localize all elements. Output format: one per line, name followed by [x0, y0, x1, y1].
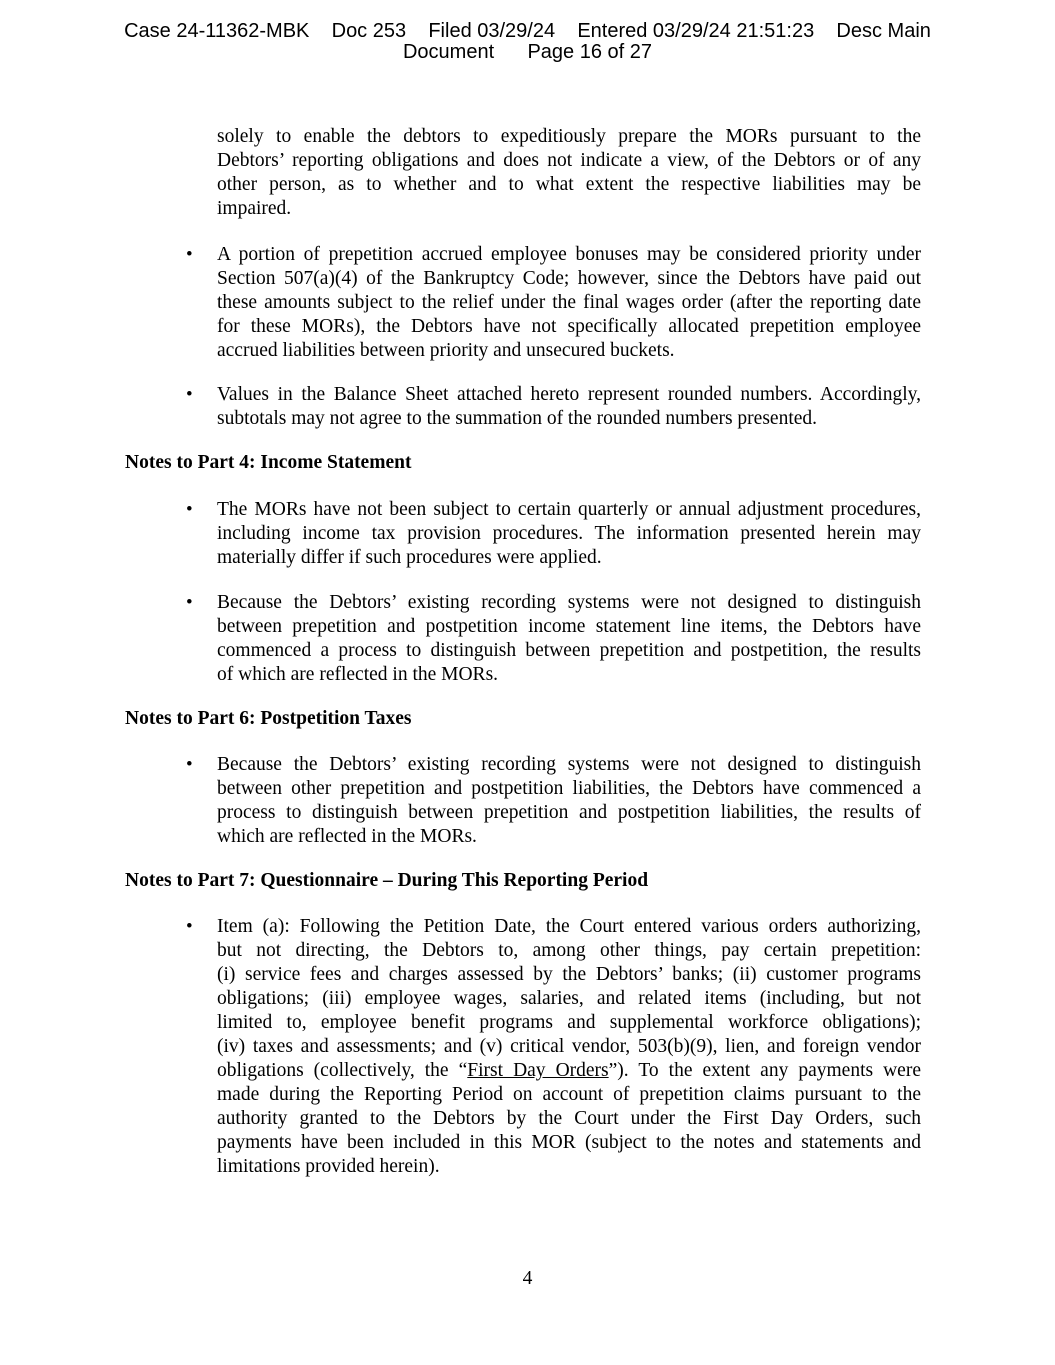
text-line: Section 507(a)(4) of the Bankruptcy Code; however, since the Debtors have paid out	[217, 268, 921, 289]
text-line: subtotals may not agree to the summation of the rounded numbers presented.	[217, 408, 818, 429]
text-line: limitations provided herein).	[217, 1156, 440, 1177]
text-line: limited to, employee benefit programs and supplemental workforce obligations);	[217, 1012, 921, 1033]
text-line: for these MORs), the Debtors have not specifically allocated prepetition employee	[217, 316, 921, 337]
text-line: solely to enable the debtors to expeditiously prepare the MORs pursuant to the	[217, 126, 921, 147]
heading-part-7: Notes to Part 7: Questionnaire – During This Reporting Period	[125, 870, 649, 891]
text-line: impaired.	[217, 198, 292, 219]
text-line: which are reflected in the MORs.	[217, 826, 477, 847]
bullet-icon: •	[186, 499, 193, 520]
bullet-icon: •	[186, 754, 193, 775]
text-line: materially differ if such procedures were applied.	[217, 547, 602, 568]
text-line: commenced a process to distinguish between prepetition and postpetition, the results	[217, 640, 921, 661]
bullet-icon: •	[186, 244, 193, 265]
heading-part-6: Notes to Part 6: Postpetition Taxes	[125, 708, 412, 729]
defined-term-first-day-orders: First Day Orders	[467, 1060, 609, 1081]
paragraph-continued	[217, 125, 921, 221]
paragraph-income-statement	[217, 591, 921, 687]
text-line: accrued liabilities between priority and unsecured buckets.	[217, 340, 675, 361]
paragraph-bonuses	[217, 243, 921, 363]
filing-header-line2: Document Page 16 of 27	[402, 41, 653, 63]
paragraph-adjustments	[217, 498, 921, 570]
paragraph-taxes	[217, 753, 921, 849]
text-line: The MORs have not been subject to certain quarterly or annual adjustment procedures,	[217, 499, 921, 520]
bullet-icon: •	[186, 384, 193, 405]
text-line: obligations; (iii) employee wages, salaries, and related items (including, but not	[217, 988, 921, 1009]
text-line: Debtors’ reporting obligations and does not indicate a view, of the Debtors or of any	[217, 150, 921, 171]
text-line: Because the Debtors’ existing recording systems were not designed to distinguish	[217, 592, 921, 613]
bullet-icon: •	[186, 592, 193, 613]
page-number: 4	[522, 1268, 533, 1289]
text-line: process to distinguish between prepetition and postpetition liabilities, the results of	[217, 802, 921, 823]
text-line: (i) service fees and charges assessed by the Debtors’ banks; (ii) customer programs	[217, 964, 921, 985]
text-line: made during the Reporting Period on account of prepetition claims pursuant to the	[217, 1084, 921, 1105]
bullet-icon: •	[186, 916, 193, 937]
paragraph-item-a	[217, 915, 921, 1179]
text-line: authority granted to the Debtors by the Court under the First Day Orders, such	[217, 1108, 921, 1129]
paragraph-rounded-values	[217, 383, 921, 431]
text-line: Because the Debtors’ existing recording systems were not designed to distinguish	[217, 754, 921, 775]
text-line: these amounts subject to the relief under the final wages order (after the reporting date	[217, 292, 921, 313]
text-line: Item (a): Following the Petition Date, the Court entered various orders authorizing,	[217, 916, 921, 937]
text-line: between prepetition and postpetition income statement line items, the Debtors have	[217, 616, 921, 637]
heading-part-4: Notes to Part 4: Income Statement	[125, 452, 412, 473]
text-line: of which are reflected in the MORs.	[217, 664, 499, 685]
text-line: other person, as to whether and to what extent the respective liabilities may be	[217, 174, 921, 195]
text-line: including income tax provision procedures. The information presented herein may	[217, 523, 921, 544]
text-line: but not directing, the Debtors to, among other things, pay certain prepetition:	[217, 940, 921, 961]
text-line: Values in the Balance Sheet attached hereto represent rounded numbers. Accordingly,	[217, 384, 921, 405]
text-line: (iv) taxes and assessments; and (v) critical vendor, 503(b)(9), lien, and foreign vendor	[217, 1036, 921, 1057]
text-line: A portion of prepetition accrued employee bonuses may be considered priority under	[217, 244, 921, 265]
filing-header-line1: Case 24-11362-MBK Doc 253 Filed 03/29/24 Entered 03/29/24 21:51:23 Desc Main	[124, 20, 931, 42]
text-line: payments have been included in this MOR (subject to the notes and statements and	[217, 1132, 921, 1153]
text-line: between other prepetition and postpetition liabilities, the Debtors have commenced a	[217, 778, 921, 799]
text-line: obligations (collectively, the “First Day Orders”). To the extent any payments were	[217, 1060, 921, 1081]
